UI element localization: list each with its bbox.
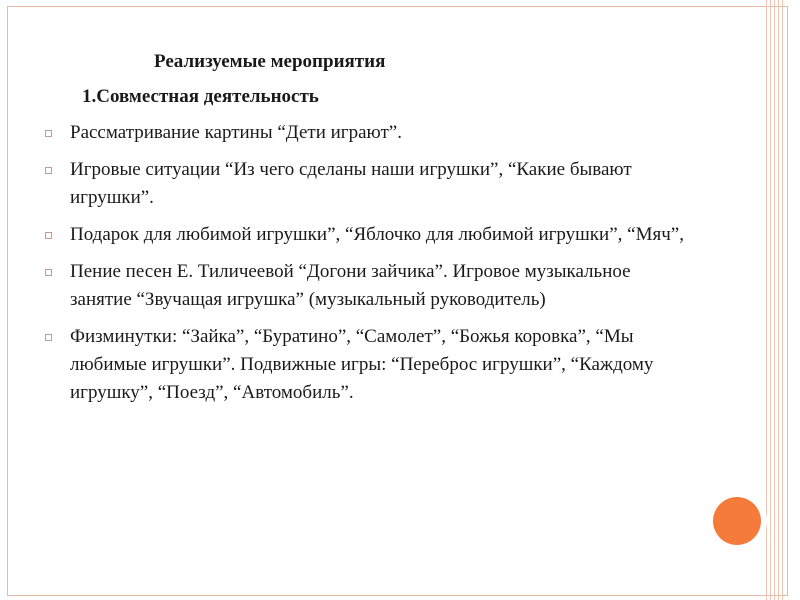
list-item-text: Подарок для любимой игрушки”, “Яблочко для любимой игрушки”, “Мяч”, bbox=[70, 224, 684, 245]
right-edge-stripe-5 bbox=[782, 0, 783, 600]
accent-circle-icon bbox=[713, 497, 761, 545]
list-item bbox=[45, 323, 695, 407]
right-edge-stripe-1 bbox=[766, 0, 767, 600]
right-edge-stripe-2 bbox=[770, 0, 771, 600]
bullet-square-icon bbox=[45, 232, 52, 239]
list-item bbox=[45, 156, 695, 212]
bullet-square-icon bbox=[45, 334, 52, 341]
list-item-text: Рассматривание картины “Дети играют”. bbox=[70, 122, 402, 143]
bullet-square-icon bbox=[45, 130, 52, 137]
list-item bbox=[45, 258, 695, 314]
bullet-square-icon bbox=[45, 167, 52, 174]
list-item-text: Пение песен Е. Тиличеевой “Догони зайчика”. Игровое музыкальное занятие “Звучащая игрушка” (музыкальный руководитель) bbox=[70, 261, 631, 310]
slide-subheading: 1.Совместная деятельность bbox=[82, 86, 319, 107]
right-edge-stripe-4 bbox=[778, 0, 779, 600]
list-item bbox=[45, 119, 695, 147]
list-item-text: Игровые ситуации “Из чего сделаны наши игрушки”, “Какие бывают игрушки”. bbox=[70, 159, 632, 208]
list-item bbox=[45, 221, 695, 249]
activity-list bbox=[45, 119, 695, 416]
right-edge-stripe-3 bbox=[774, 0, 775, 600]
list-item-text: Физминутки: “Зайка”, “Буратино”, “Самолет”, “Божья коровка”, “Мы любимые игрушки”. Подвижные игры: “Переброс игрушки”, “Каждому игрушку”, “Поезд”, “Автомобиль”. bbox=[70, 326, 654, 403]
slide-heading: Реализуемые мероприятия bbox=[154, 51, 386, 72]
bullet-square-icon bbox=[45, 269, 52, 276]
